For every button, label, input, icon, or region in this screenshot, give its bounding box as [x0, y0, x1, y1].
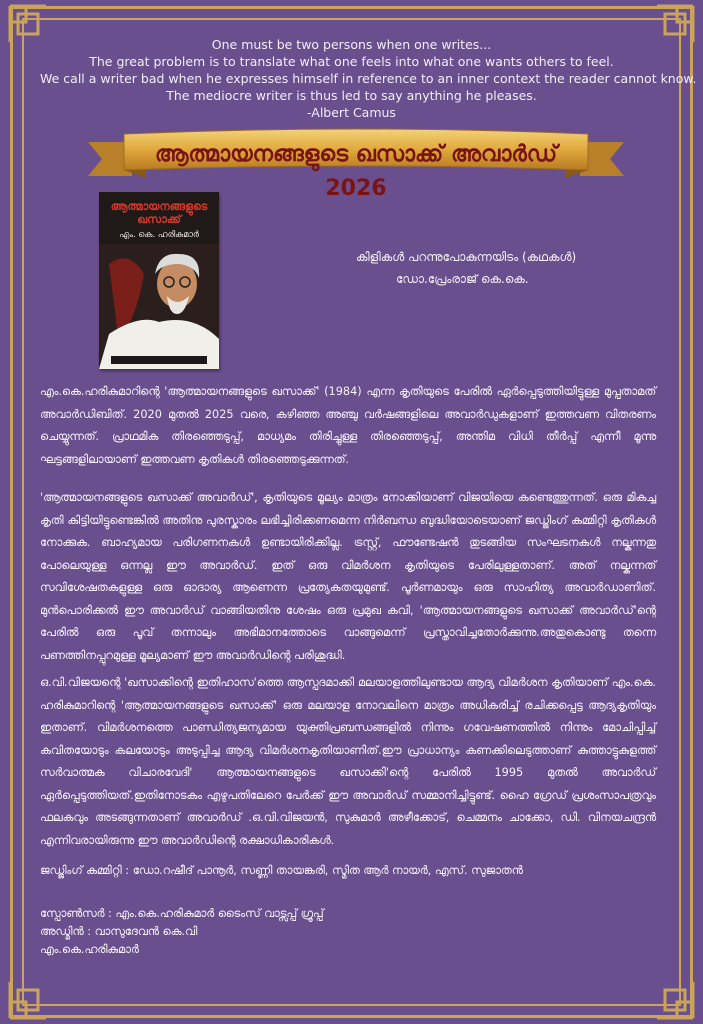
quote-line: One must be two persons when one writes...	[211, 37, 492, 52]
quote-line: We call a writer bad when he expresses himself in reference to an inner context the reader cannot know.	[40, 71, 697, 86]
selected-work-author: ഡോ.പ്രേംരാജ് കെ.കെ.	[396, 272, 529, 286]
selected-work-info	[356, 246, 616, 290]
award-title-ribbon	[88, 128, 624, 201]
corner-ornament-bottom-right	[651, 976, 697, 1022]
organizer-name: എം.കെ.ഹരികുമാർ	[40, 943, 139, 956]
history-paragraph: ഒ.വി.വിജയന്റെ 'ഖസാക്കിന്റെ ഇതിഹാസ'ത്തെ ആസ്പദമാക്കി മലയാളത്തിലുണ്ടായ ആദ്യ വിമർശന കൃതിയാണ് എം.കെ. ഹരികുമാറിന്റെ 'ആത്മായനങ്ങളുടെ ഖസാക്ക്' ഒരു മലയാള നോവലിനെ മാത്രം അധികരിച്ച് രചിക്കപ്പെട്ട ആദ്യകൃതിയും ഇതാണ്. വിമർശനത്തെ പാണ്ഡിത്യജന്യമായ യുക്തിപ്രബന്ധങ്ങളിൽ നിന്നും ഗവേഷണത്തിൽ നിന്നും മോചിപ്പിച്ച് കവിതയോടും കലയോടും അടുപ്പിച്ച ആദ്യ വിമർശനകൃതിയാണിത്.ഈ പ്രാധാന്യം കണക്കിലെടുത്താണ് കുത്താട്ടുകുളത്ത് സർവാത്മക വിചാരവേദി' ആത്മായനങ്ങളുടെ ഖസാക്കി'ന്റെ പേരിൽ 1995 മുതൽ അവാർഡ് ഏർപ്പെടുത്തിയത്.ഇതിനോടകം എഴുപതിലേറെ പേർക്ക് ഈ അവാർഡ് സമ്മാനിച്ചിട്ടുണ്ട്. ഹൈ ഗ്രേഡ് പ്രശംസാപത്രവും ഫലകവും അടങ്ങുന്നതാണ് അവാർഡ് .ഒ.വി.വിജയൻ, സുകുമാർ അഴീക്കോട്, ചെമ്മനം ചാക്കോ, ഡി. വിനയചന്ദ്രൻ എന്നിവരായിരുന്നു ഈ അവാർഡിന്റെ രക്ഷാധികാരികൾ.	[40, 676, 656, 847]
admin-line: അഡ്മിൻ : വാസുദേവൻ കെ.വി	[40, 925, 198, 938]
book-cover-author: എം. കെ. ഹരികുമാർ	[119, 230, 199, 240]
book-cover-image	[99, 192, 219, 369]
book-cover-title: ആത്മായനങ്ങളുടെ ഖസാക്ക്	[110, 200, 208, 226]
corner-ornament-bottom-left	[6, 976, 52, 1022]
author-portrait	[99, 244, 219, 369]
judging-committee: ജഡ്ജിംഗ് കമ്മിറ്റി : ഡോ.റഷീദ് പാനൂർ, സണ്ണി തായങ്കരി, സ്മിത ആർ നായർ, എസ്. സുജാതൻ	[40, 864, 523, 877]
intro-paragraph: എം.കെ.ഹരികുമാറിന്റെ 'ആത്മായനങ്ങളുടെ ഖസാക്ക്' (1984) എന്ന കൃതിയുടെ പേരിൽ ഏർപ്പെടുത്തിയിട്ടുള്ള മുപ്പതാമത് അവാർഡിബിത്. 2020 മുതൽ 2025 വരെ, കഴിഞ്ഞ അഞ്ചു വർഷങ്ങളിലെ അവാർഡുകളാണ് ഇത്തവണ വിതരണം ചെയ്യുന്നത്. പ്രാഥമിക തിരഞ്ഞെടുപ്പ്, മാധ്യമം തിരിച്ചുള്ള തിരഞ്ഞെടുപ്പ്, അന്തിമ വിധി തീർപ്പ് എന്നീ മൂന്നു ഘട്ടങ്ങളിലായാണ് ഇത്തവണ കൃതികൾ തിരഞ്ഞെടുക്കുന്നത്.	[40, 385, 656, 466]
sponsor-line: സ്പോൺസർ : എം.കെ.ഹരികുമാർ ടൈംസ് വാട്സപ്പ് ഗ്രൂപ്പ്	[40, 907, 324, 920]
camus-quote	[40, 36, 697, 121]
award-value-paragraph: 'ആത്മായനങ്ങളുടെ ഖസാക്ക് അവാർഡ്', കൃതിയുടെ മൂല്യം മാത്രം നോക്കിയാണ് വിജയിയെ കണ്ടെത്തുന്നത്. ഒരു മികച്ച കൃതി കിട്ടിയിട്ടുണ്ടെങ്കിൽ അതിനു പുരസ്കാരം ലഭിച്ചിരിക്കണമെന്ന നിർബന്ധ ബുദ്ധിയോടെയാണ് ജഡ്ജിംഗ് കമ്മിറ്റി കൃതികൾ നോക്കുക. ബാഹ്യമായ പരിഗണനകൾ ഉണ്ടായിരിക്കില്ല. ട്രസ്റ്റ്, ഫൗണ്ടേഷൻ തുടങ്ങിയ സംഘടനകൾ നല്കുന്നതു പോലെയുള്ള ഒന്നല്ല ഈ അവാർഡ്. ഇത് ഒരു വിമർശന കൃതിയുടെ പേരിലുള്ളതാണ്. അത് നല്കുന്നത് സവിശേഷതകളുള്ള ഒരു ഓദാര്യ ആണെന്ന പ്രത്യേകതയുമുണ്ട്. പൂർണമായും ഒരു സാഹിത്യ അവാർഡാണിത്. മുൻപൊരിക്കൽ ഈ അവാർഡ് വാങ്ങിയതിനു ശേഷം ഒരു പ്രമുഖ കവി, 'ആത്മായനങ്ങളുടെ ഖസാക്ക് അവാർഡ്'ന്റെ പേരിൽ ഒരു പൂവ് തന്നാലും അഭിമാനത്തോടെ വാങ്ങുമെന്ന് പ്രസ്താവിച്ചതോർക്കുന്നു.അതുകൊണ്ടു തന്നെ പണത്തിനപ്പുറമുള്ള മൂല്യമാണ് ഈ അവാർഡിന്റെ പരിശുദ്ധി.	[40, 491, 656, 662]
award-title: ആത്മായനങ്ങളുടെ ഖസാക്ക് അവാർഡ് 2026	[154, 142, 558, 201]
selected-work-title: കിളികൾ പറന്നുപോകുന്നയിടം (കഥകൾ)	[356, 250, 577, 264]
quote-attribution: -Albert Camus	[307, 105, 396, 120]
quote-line: The mediocre writer is thus led to say anything he pleases.	[166, 88, 537, 103]
quote-line: The great problem is to translate what one feels into what one wants others to feel.	[89, 54, 614, 69]
